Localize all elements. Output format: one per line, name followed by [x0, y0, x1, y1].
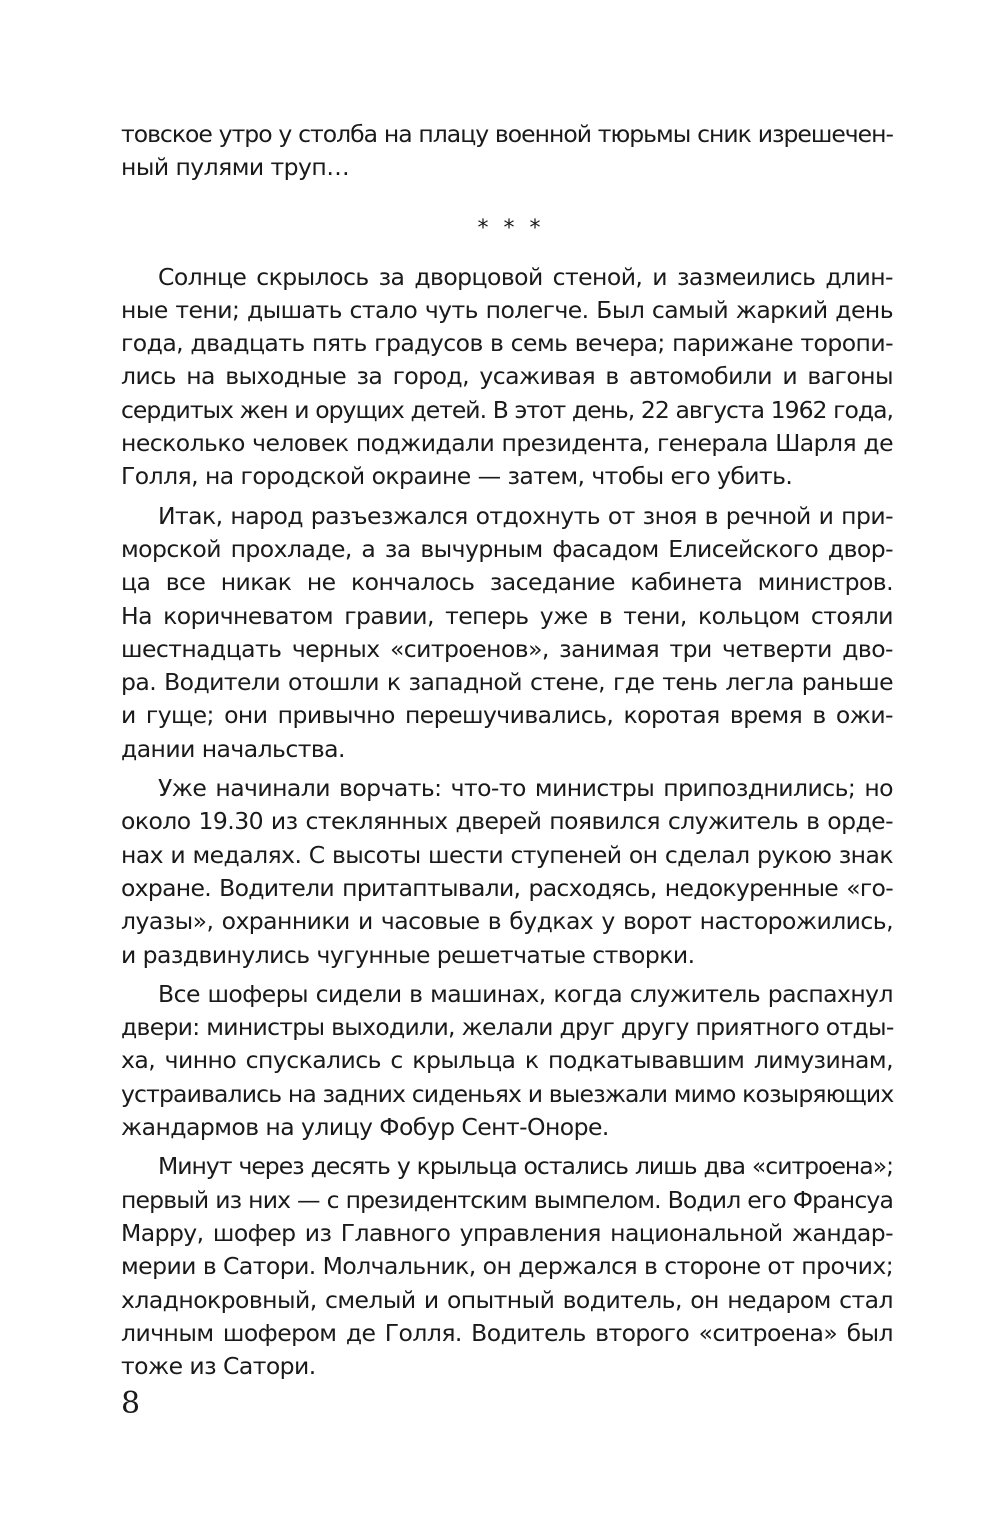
- text-line: Солнце скрылось за дворцовой стеной, и зазмеились длин-: [158, 262, 893, 291]
- text-line: охране. Водители притаптывали, расходясь, недокуренные «го-: [121, 873, 893, 902]
- continuation-paragraph: [121, 118, 893, 185]
- text-line: Итак, народ разъезжался отдохнуть от зноя в речной и при-: [158, 501, 893, 530]
- text-line: Уже начинали ворчать: что-то министры припозднились; но: [158, 774, 893, 803]
- text-line: и гуще; они привычно перешучивались, коротая время в ожи-: [121, 701, 893, 730]
- text-line: года, двадцать пять градусов в семь вечера; парижане торопи-: [121, 329, 893, 358]
- text-line: ца все никак не кончалось заседание кабинета министров.: [121, 568, 893, 597]
- text-line: шестнадцать черных «ситроенов», занимая три четверти дво-: [121, 634, 893, 663]
- paragraph-2: [121, 500, 893, 766]
- page-number: 8: [121, 1386, 141, 1421]
- paragraph-1: [121, 261, 893, 494]
- text-line: около 19.30 из стеклянных дверей появился служитель в орде-: [121, 807, 893, 836]
- text-line: личным шофером де Голля. Водитель второго «ситроена» был: [121, 1318, 893, 1347]
- text-line: тоже из Сатори.: [121, 1352, 316, 1381]
- text-line: хладнокровный, смелый и опытный водитель, он недаром стал: [121, 1285, 893, 1314]
- text-line: сердитых жен и орущих детей. В этот день, 22 августа 1962 года,: [121, 395, 893, 424]
- text-line: жандармов на улицу Фобур Сент-Оноре.: [121, 1113, 609, 1142]
- section-separator: * * *: [477, 215, 545, 241]
- page-body: [121, 118, 893, 1383]
- text-line: ные тени; дышать стало чуть полегче. Был самый жаркий день: [121, 295, 893, 324]
- text-line: морской прохладе, а за вычурным фасадом Елисейского двор-: [121, 534, 893, 563]
- text-line: луазы», охранники и часовые в будках у ворот насторожились,: [121, 907, 893, 936]
- text-line: Минут через десять у крыльца остались лишь два «ситроена»;: [158, 1152, 893, 1181]
- text-line: На коричневатом гравии, теперь уже в тени, кольцом стояли: [121, 601, 893, 630]
- text-line: ный пулями труп…: [121, 153, 350, 182]
- paragraph-5: [121, 1150, 893, 1383]
- text-line: Голля, на городской окраине — затем, чтобы его убить.: [121, 462, 793, 491]
- paragraph-3: [121, 772, 893, 972]
- text-line: первый из них — с президентским вымпелом. Водил его Франсуа: [121, 1185, 893, 1214]
- paragraph-4: [121, 978, 893, 1144]
- text-line: товское утро у столба на плацу военной тюрьмы сник изрешечен-: [121, 120, 893, 148]
- text-line: и раздвинулись чугунные решетчатые створки.: [121, 940, 695, 969]
- text-line: несколько человек поджидали президента, генерала Шарля де: [121, 429, 893, 458]
- text-line: ра. Водители отошли к западной стене, где тень легла раньше: [121, 668, 893, 697]
- text-line: двери: министры выходили, желали друг другу приятного отды-: [121, 1013, 894, 1042]
- text-line: лись на выходные за город, усаживая в автомобили и вагоны: [121, 362, 893, 391]
- text-line: Все шоферы сидели в машинах, когда служитель распахнул: [158, 979, 893, 1008]
- text-line: устраивались на задних сиденьях и выезжали мимо козыряющих: [121, 1079, 894, 1108]
- text-line: ха, чинно спускались с крыльца к подкатывавшим лимузинам,: [121, 1046, 893, 1075]
- text-line: нах и медалях. С высоты шести ступеней он сделал рукою знак: [121, 840, 893, 869]
- text-line: Марру, шофер из Главного управления национальной жандар-: [121, 1218, 893, 1247]
- text-line: мерии в Сатори. Молчальник, он держался в стороне от прочих;: [121, 1252, 894, 1281]
- text-line: дании начальства.: [121, 734, 345, 763]
